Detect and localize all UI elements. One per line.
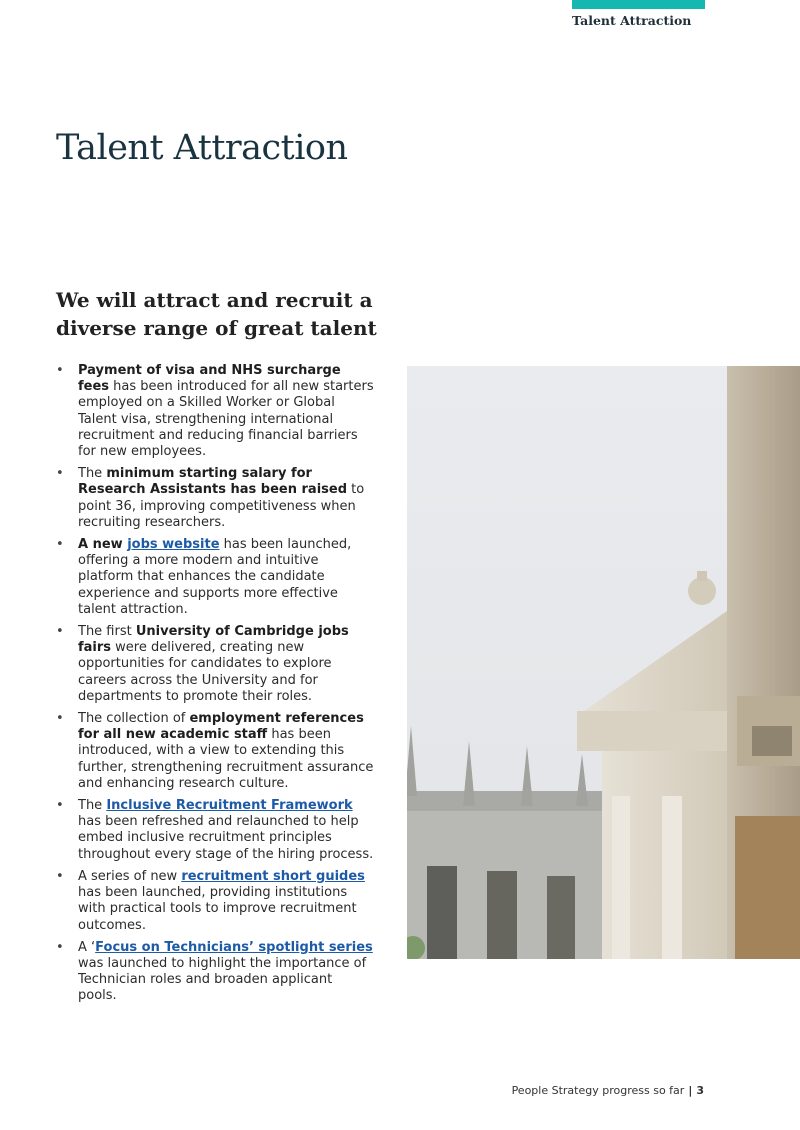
item-text: has been introduced, with a view to extending this further, strengthening recruitment assurance and enhancing research culture. (78, 727, 374, 791)
list-item (56, 711, 374, 792)
item-text: The collection of (78, 711, 190, 727)
item-bold-text: University of Cambridge jobs fairs (78, 624, 349, 656)
inclusive-recruitment-framework-link[interactable]: Inclusive Recruitment Framework (106, 798, 353, 814)
item-bold-text: minimum starting salary for Research Assistants has been raised (78, 466, 348, 498)
item-bold-text: A new (78, 537, 128, 553)
jobs-website-link[interactable]: jobs website (127, 537, 220, 553)
item-bold-text: Payment of visa and NHS surcharge fees (78, 363, 341, 395)
item-text: The (78, 466, 107, 482)
footer-separator: | (688, 1084, 693, 1097)
technicians-spotlight-series-link[interactable]: Focus on Technicians’ spotlight series (95, 939, 373, 955)
item-text: has been introduced for all new starters employed on a Skilled Worker or Global Talent visa, strengthening international recruitment and reducing financial barriers for new employees. (78, 379, 374, 460)
college-building-illustration (407, 366, 800, 959)
item-text: The first (78, 624, 136, 640)
list-item (56, 466, 374, 531)
item-text: The (78, 798, 107, 814)
list-item (56, 798, 374, 863)
footer-text: People Strategy progress so far (511, 1084, 685, 1097)
section-label: Talent Attraction (572, 13, 692, 28)
item-text: was launched to highlight the importance of Technician roles and broaden applicant pools. (78, 955, 367, 1004)
section-heading: We will attract and recruit a diverse range of great talent (56, 288, 377, 340)
college-building-photo (407, 366, 800, 959)
item-bold-text: employment references for all new academic staff (78, 711, 364, 743)
item-text: has been launched, offering a more modern and intuitive platform that enhances the candidate experience and supports more effective talent attraction. (78, 537, 352, 617)
page-footer (512, 1084, 704, 1097)
list-item (56, 537, 374, 618)
list-item (56, 869, 374, 934)
item-text: to point 36, improving competitiveness when recruiting researchers. (78, 482, 365, 530)
header-accent-bar (572, 0, 705, 9)
page-number: 3 (696, 1084, 704, 1097)
item-text: A series of new (78, 868, 182, 884)
recruitment-short-guides-link[interactable]: recruitment short guides (181, 868, 365, 884)
item-text: were delivered, creating new opportunities for candidates to explore careers across the University and for departments to promote their roles. (78, 640, 332, 704)
list-item (56, 940, 374, 1005)
item-text: A ‘ (78, 939, 96, 955)
page-title: Talent Attraction (56, 128, 348, 168)
item-text: has been refreshed and relaunched to help embed inclusive recruitment principles throughout every stage of the hiring process. (78, 814, 374, 862)
list-item (56, 624, 374, 705)
bullet-list (56, 363, 374, 1011)
list-item (56, 363, 374, 460)
item-text: has been launched, providing institutions with practical tools to improve recruitment outcomes. (78, 885, 357, 933)
